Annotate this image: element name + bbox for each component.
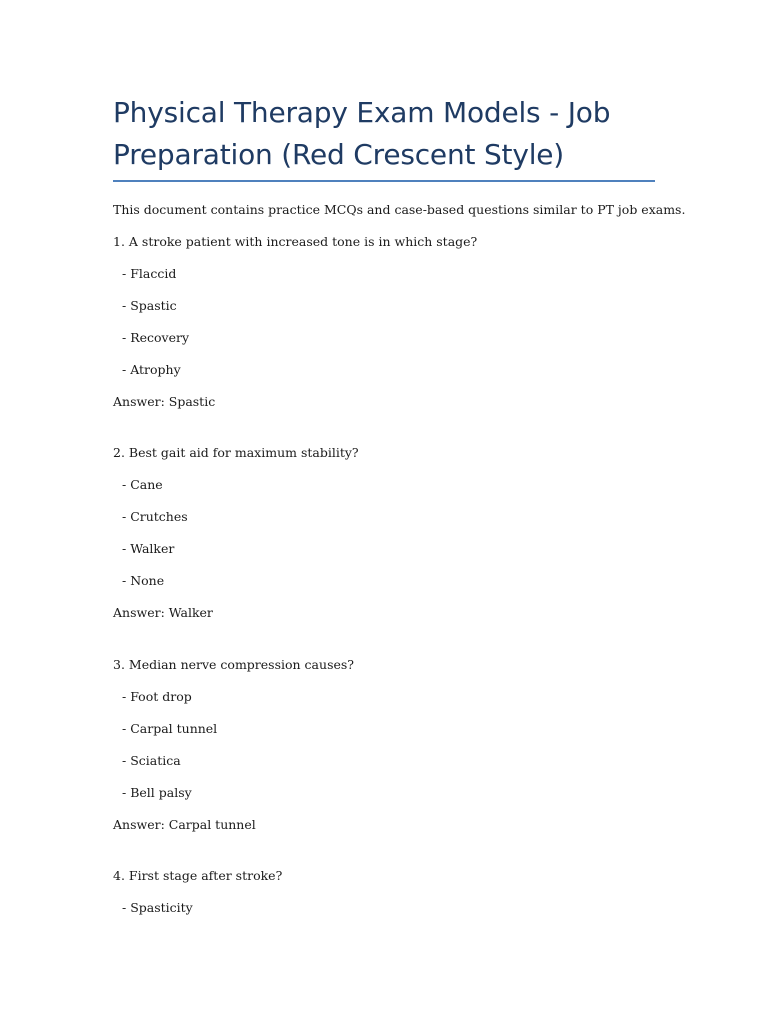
question-2-answer: Answer: Walker — [113, 605, 213, 620]
question-2-option-3: - Walker — [122, 541, 175, 556]
question-2-option-4: - None — [122, 573, 165, 588]
question-1-option-1: - Flaccid — [122, 266, 177, 281]
title-underline — [113, 180, 655, 182]
question-3-option-3: - Sciatica — [122, 753, 181, 768]
question-1-option-4: - Atrophy — [122, 362, 181, 377]
question-4-text: 4. First stage after stroke? — [113, 868, 283, 883]
question-1-answer: Answer: Spastic — [113, 394, 216, 409]
question-2-option-2: - Crutches — [122, 509, 188, 524]
document-title: Physical Therapy Exam Models - Job Preparation (Red Crescent Style) — [113, 96, 611, 171]
question-3-answer: Answer: Carpal tunnel — [113, 817, 256, 832]
question-3-option-2: - Carpal tunnel — [122, 721, 218, 736]
question-2-option-1: - Cane — [122, 477, 163, 492]
question-1-option-2: - Spastic — [122, 298, 177, 313]
question-4-option-1: - Spasticity — [122, 900, 193, 915]
intro-paragraph: This document contains practice MCQs and case-based questions similar to PT job exams. — [113, 202, 686, 217]
question-1-text: 1. A stroke patient with increased tone is in which stage? — [113, 234, 478, 249]
question-2-text: 2. Best gait aid for maximum stability? — [113, 445, 359, 460]
question-3-option-1: - Foot drop — [122, 689, 192, 704]
question-1-option-3: - Recovery — [122, 330, 190, 345]
question-3-text: 3. Median nerve compression causes? — [113, 657, 354, 672]
question-3-option-4: - Bell palsy — [122, 785, 192, 800]
